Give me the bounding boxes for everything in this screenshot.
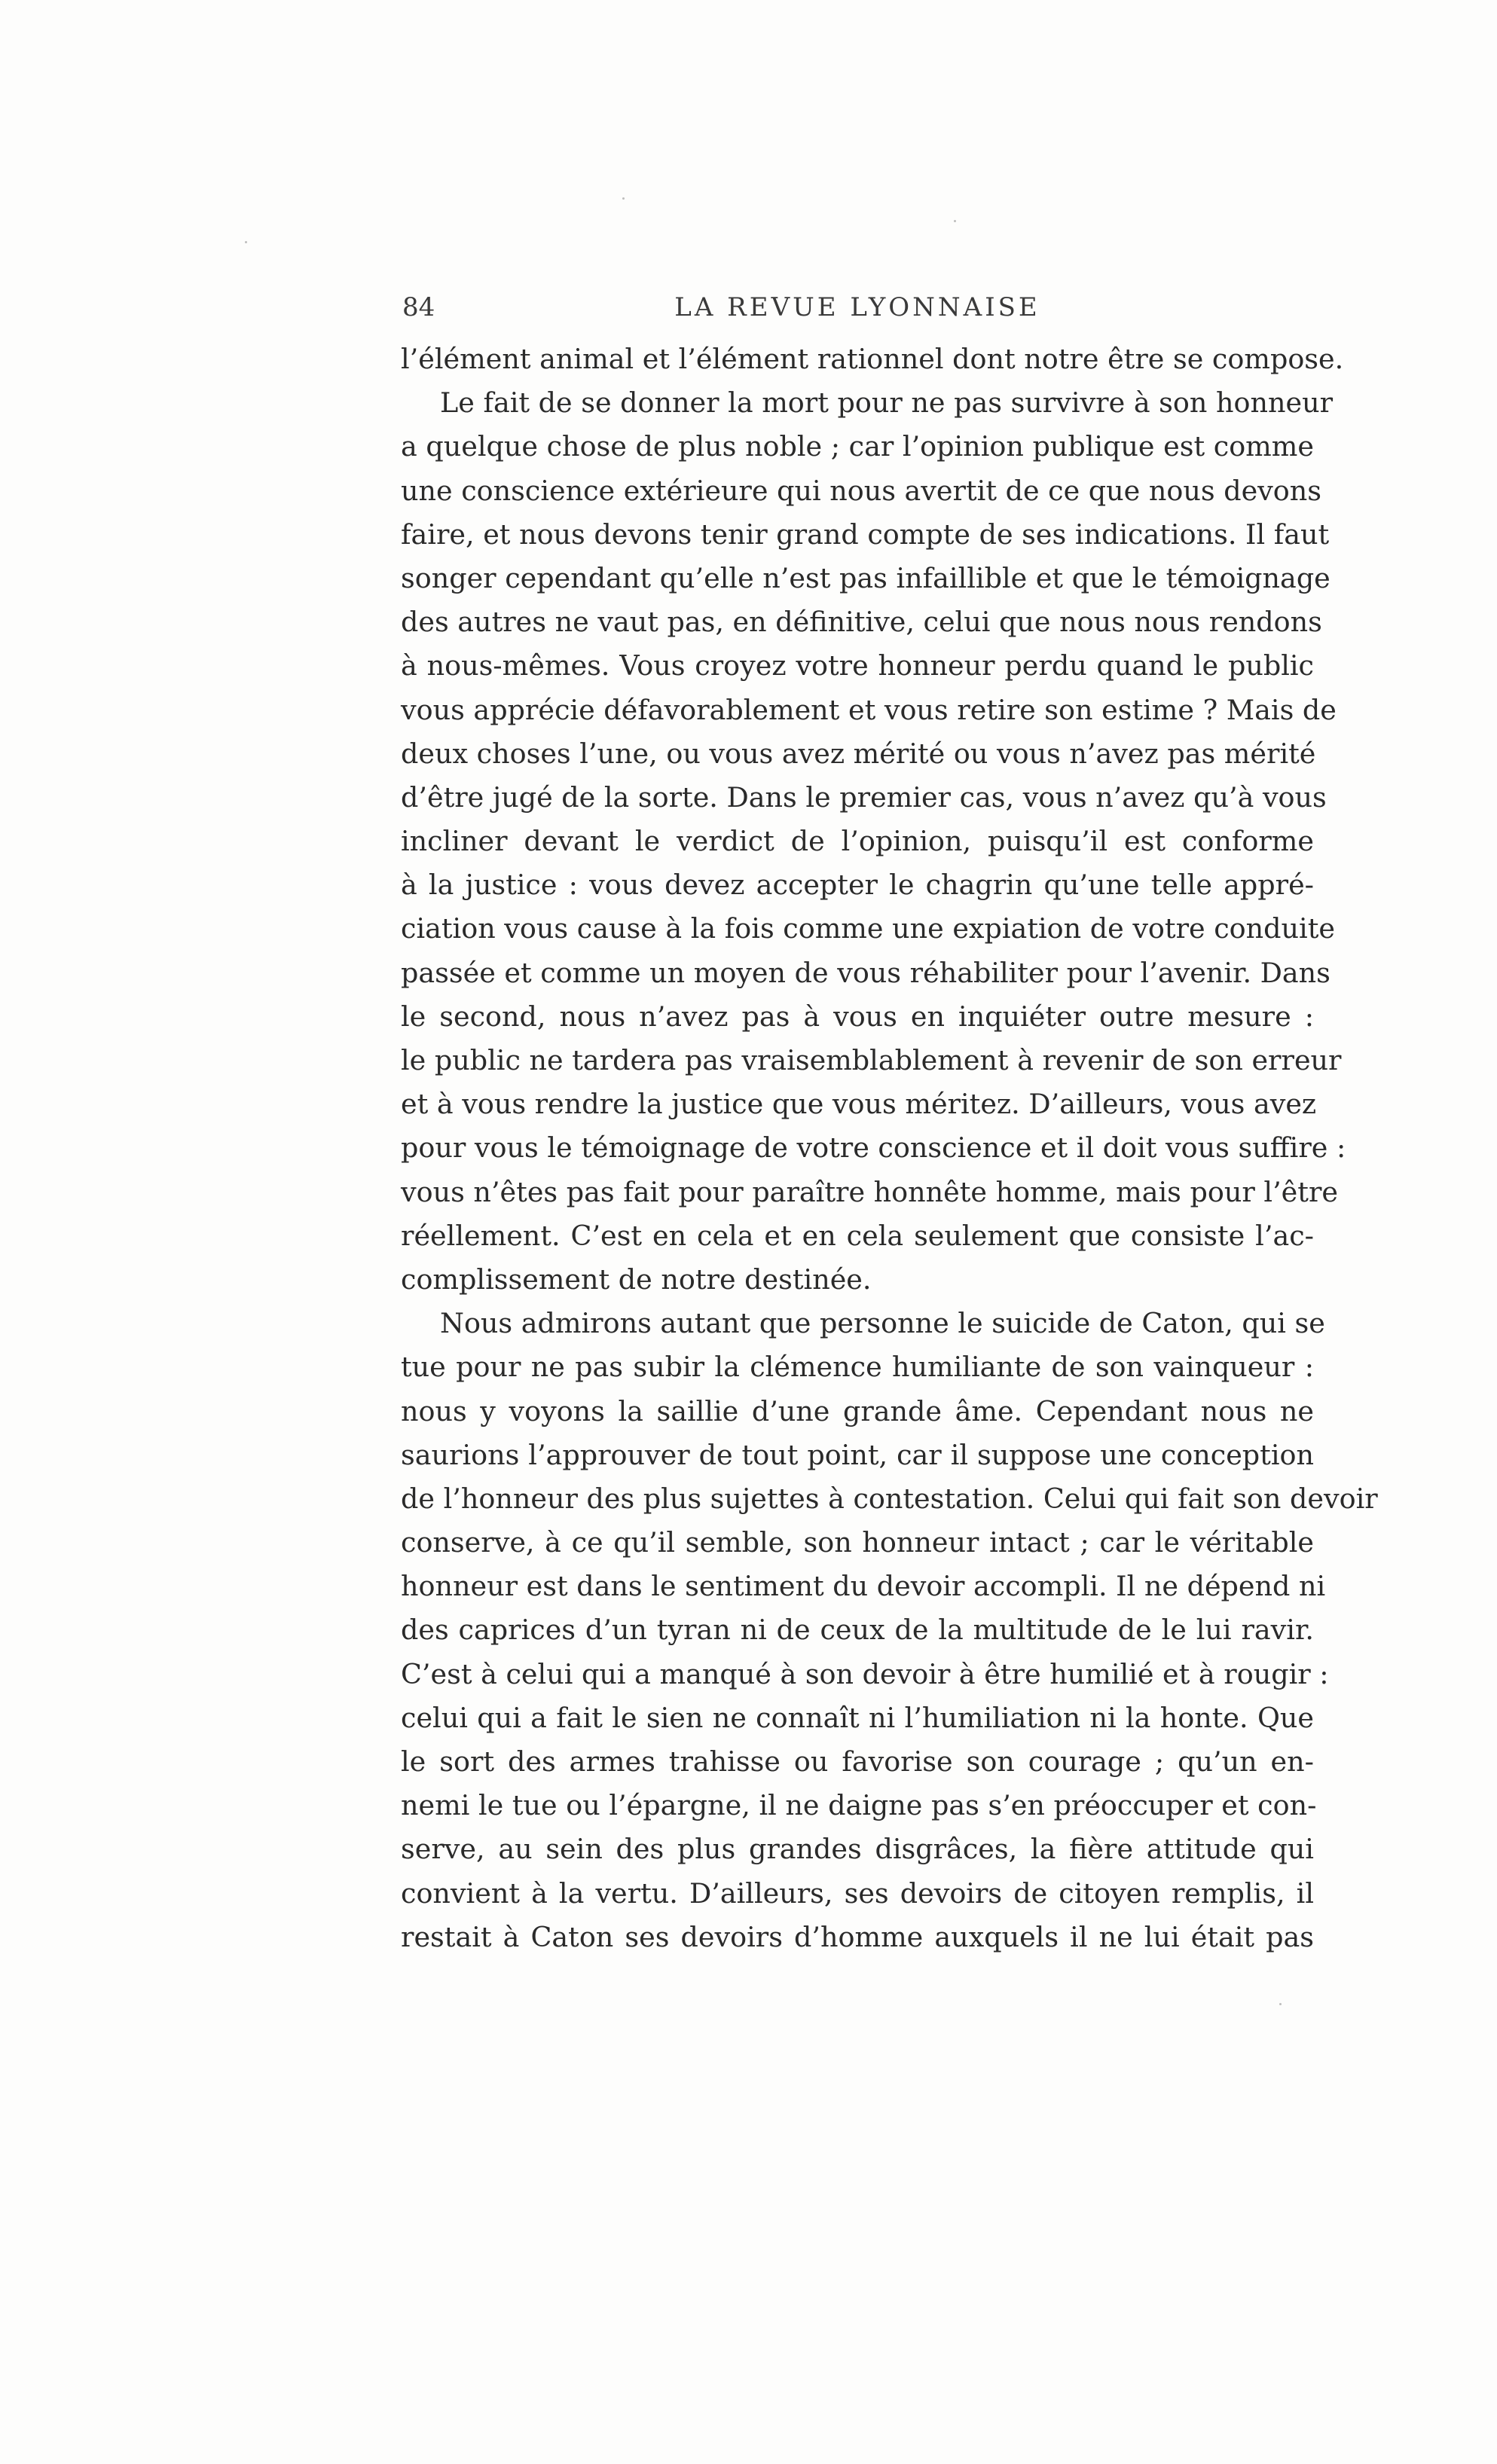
text-line: incliner devant le verdict de l’opinion, puisqu’il est conforme: [401, 825, 1314, 858]
paper-speck: [245, 241, 247, 243]
text-line: deux choses l’une, ou vous avez mérité ou vous n’avez pas mérité: [401, 737, 1316, 770]
text-line: Nous admirons autant que personne le suicide de Caton, qui se: [440, 1307, 1325, 1340]
text-line: nous y voyons la saillie d’une grande âme. Cependant nous ne: [401, 1394, 1314, 1427]
text-line: tue pour ne pas subir la clémence humiliante de son vainqueur :: [401, 1351, 1314, 1384]
text-line: et à vous rendre la justice que vous méritez. D’ailleurs, vous avez: [401, 1088, 1317, 1121]
text-line: convient à la vertu. D’ailleurs, ses devoirs de citoyen remplis, il: [401, 1876, 1314, 1910]
text-line: honneur est dans le sentiment du devoir accompli. Il ne dépend ni: [401, 1570, 1326, 1603]
text-line: vous n’êtes pas fait pour paraître honnête homme, mais pour l’être: [401, 1175, 1338, 1208]
paper-speck: [954, 220, 956, 222]
text-line: pour vous le témoignage de votre conscience et il doit vous suffire :: [401, 1131, 1346, 1165]
text-line: vous apprécie défavorablement et vous retire son estime ? Mais de: [401, 693, 1337, 726]
text-line: saurions l’approuver de tout point, car il suppose une conception: [401, 1438, 1314, 1471]
text-line: faire, et nous devons tenir grand compte de ses indications. Il faut: [401, 518, 1330, 551]
text-line: des autres ne vaut pas, en définitive, celui que nous nous rendons: [401, 606, 1322, 639]
text-line: C’est à celui qui a manqué à son devoir à être humilié et à rougir :: [401, 1657, 1329, 1690]
page-number: 84: [402, 292, 435, 322]
text-line: le sort des armes trahisse ou favorise son courage ; qu’un en-: [401, 1745, 1314, 1778]
text-line: a quelque chose de plus noble ; car l’opinion publique est comme: [401, 430, 1314, 463]
text-line: nemi le tue ou l’épargne, il ne daigne pas s’en préoccuper et con-: [401, 1789, 1317, 1822]
text-line: d’être jugé de la sorte. Dans le premier cas, vous n’avez qu’à vous: [401, 780, 1327, 814]
text-line: à la justice : vous devez accepter le chagrin qu’une telle appré-: [401, 869, 1314, 902]
text-line: des caprices d’un tyran ni de ceux de la multitude de le lui ravir.: [401, 1614, 1314, 1647]
text-line: ciation vous cause à la fois comme une expiation de votre conduite: [401, 912, 1335, 945]
text-line: à nous-mêmes. Vous croyez votre honneur perdu quand le public: [401, 649, 1314, 682]
body-text: [401, 337, 1378, 1959]
text-line: Le fait de se donner la mort pour ne pas survivre à son honneur: [440, 386, 1334, 420]
text-line: réellement. C’est en cela et en cela seulement que consiste l’ac-: [401, 1219, 1314, 1252]
text-line: l’élément animal et l’élément rationnel dont notre être se compose.: [401, 343, 1344, 375]
text-line: le public ne tardera pas vraisemblablement à revenir de son erreur: [401, 1044, 1342, 1076]
text-line: le second, nous n’avez pas à vous en inquiéter outre mesure :: [401, 1000, 1314, 1033]
text-line: complissement de notre destinée.: [401, 1263, 872, 1296]
text-line: de l’honneur des plus sujettes à contestation. Celui qui fait son devoir: [401, 1482, 1378, 1515]
text-line: conserve, à ce qu’il semble, son honneur intact ; car le véritable: [401, 1526, 1314, 1559]
text-line: celui qui a fait le sien ne connaît ni l’humiliation ni la honte. Que: [401, 1701, 1314, 1734]
text-line: une conscience extérieure qui nous avertit de ce que nous devons: [401, 474, 1322, 507]
page-header: [401, 288, 1314, 333]
paper-speck: [1279, 2003, 1282, 2005]
text-line: serve, au sein des plus grandes disgrâces, la fière attitude qui: [401, 1833, 1314, 1866]
text-line: songer cependant qu’elle n’est pas infaillible et que le témoignage: [401, 561, 1330, 594]
text-line: passée et comme un moyen de vous réhabiliter pour l’avenir. Dans: [401, 956, 1330, 989]
text-line: restait à Caton ses devoirs d’homme auxquels il ne lui était pas: [401, 1920, 1314, 1953]
paper-speck: [622, 197, 625, 200]
running-title: LA REVUE LYONNAISE: [674, 292, 1040, 322]
